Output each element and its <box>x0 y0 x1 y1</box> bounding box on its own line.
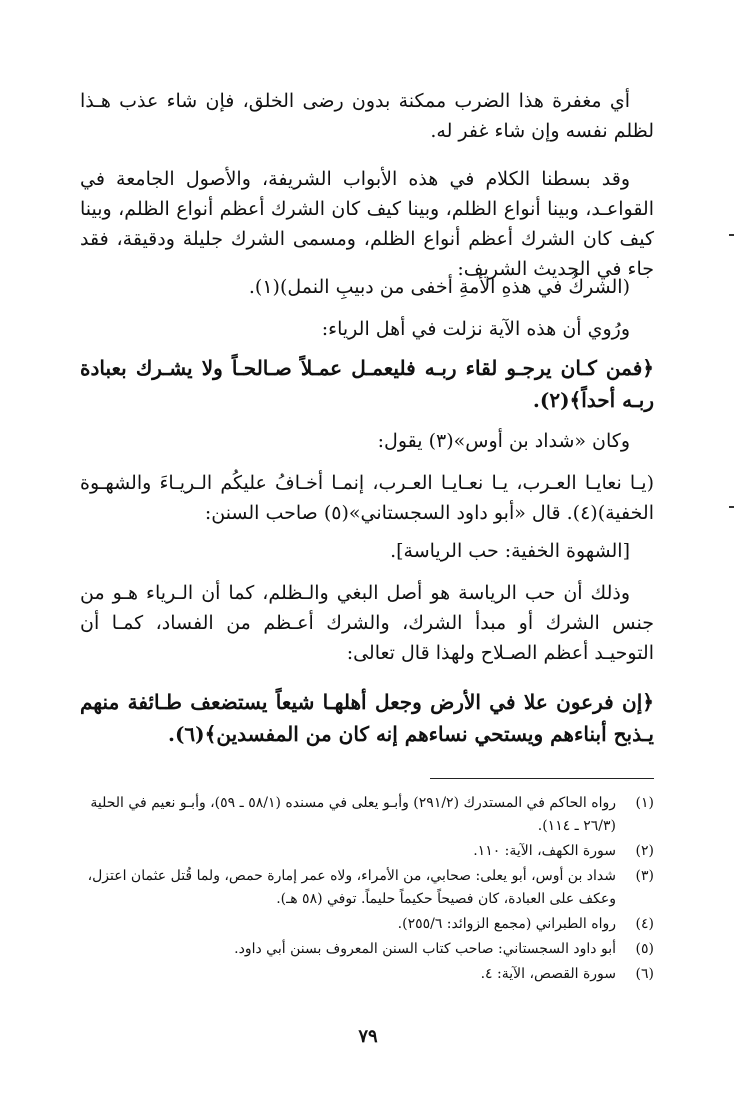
paragraph-6: [الشهوة الخفية: حب الرياسة]. <box>390 540 630 562</box>
page-number: ٧٩ <box>358 1026 378 1047</box>
margin-tick <box>729 506 734 508</box>
margin-tick <box>729 234 734 236</box>
footnote-text: رواه الحاكم في المستدرك (٢٩١/٢) وأبـو يعلى في مسنده (٥٨/١ ـ ٥٩)، وأبـو نعيم في الحلية (٢٦/٣ ـ ١١٤). <box>90 795 616 834</box>
footnote-item <box>80 840 654 863</box>
footnote-item <box>80 938 654 961</box>
footnote-item <box>80 913 654 936</box>
paragraph-4: وكان «شداد بن أوس»(٣) يقول: <box>377 430 630 452</box>
paragraph-1: أي مغفرة هذا الضرب ممكنة بدون رضى الخلق، فإن شاء عذب هـذا لظلم نفسه وإن شاء غفر له. <box>80 90 654 142</box>
paragraph-3: ورُوي أن هذه الآية نزلت في أهل الرياء: <box>321 318 630 340</box>
footnote-separator <box>430 778 654 779</box>
hadith-quote: (الشركُ في هذهِ الأمةِ أخفى من دبيبِ النمل)(١). <box>248 276 630 298</box>
footnote-text: سورة الكهف، الآية: ١١٠. <box>473 843 616 859</box>
footnote-item <box>80 865 654 911</box>
footnote-text: سورة القصص، الآية: ٤. <box>480 966 616 982</box>
footnote-number: (١) <box>635 795 654 811</box>
footnote-item <box>80 792 654 838</box>
footnote-number: (٦) <box>635 966 654 982</box>
footnote-text: رواه الطبراني (مجمع الزوائد: ٢٥٥/٦). <box>397 916 616 932</box>
footnote-text: شداد بن أوس، أبو يعلى: صحابي، من الأمراء، ولاه عمر إمارة حمص، ولما قُتل عثمان اعتزل، وعكف على العبادة، كان فصيحاً حكيماً حليماً. توفي (٥٨ هـ). <box>87 868 616 907</box>
paragraph-2: وقد بسطنا الكلام في هذه الأبواب الشريفة، والأصول الجامعة في القواعـد، وبينا أنواع الظلم، وبينا كيف كان الشرك أعظم أنواع الظلم، وبينا كيف كان الشرك أعظم أنواع الظلم، ومسمى الشرك جليلة ودقيقة، فقد جاء في الحديث الشريف: <box>80 168 654 280</box>
quran-verse-2: ﴿إن فرعون علا في الأرض وجعل أهلهـا شيعاً يستضعف طـائفة منهم يـذبح أبناءهم ويستحي نساءهم إنه كان من المفسدين﴾(٦). <box>80 690 654 746</box>
paragraph-5: (يـا نعايـا العـرب، يـا نعـايـا العـرب، إنمـا أخـافُ عليكُم الـريـاءَ والشهـوة الخفية)(٤). قال «أبو داود السجستاني»(٥) صاحب السنن: <box>80 472 654 524</box>
footnote-number: (٢) <box>635 843 654 859</box>
paragraph-7: وذلك أن حب الرياسة هو أصل البغي والـظلم، كما أن الـرياء هـو من جنس الشرك أو مبدأ الشرك، والشرك أعـظم من الفساد، كمـا أن التوحيـد أعظم الصـلاح ولهذا قال تعالى: <box>80 582 654 664</box>
footnotes-list <box>80 792 654 988</box>
quran-verse-1: ﴿فمن كـان يرجـو لقاء ربـه فليعمـل عمـلاً صـالحـاً ولا يشـرك بعبادة ربـه أحداً﴾(٢). <box>80 356 654 412</box>
footnote-text: أبو داود السجستاني: صاحب كتاب السنن المعروف بسنن أبي داود. <box>234 941 616 957</box>
footnote-number: (٤) <box>635 916 654 932</box>
footnote-number: (٣) <box>635 868 654 884</box>
footnote-item <box>80 963 654 986</box>
footnote-number: (٥) <box>635 941 654 957</box>
